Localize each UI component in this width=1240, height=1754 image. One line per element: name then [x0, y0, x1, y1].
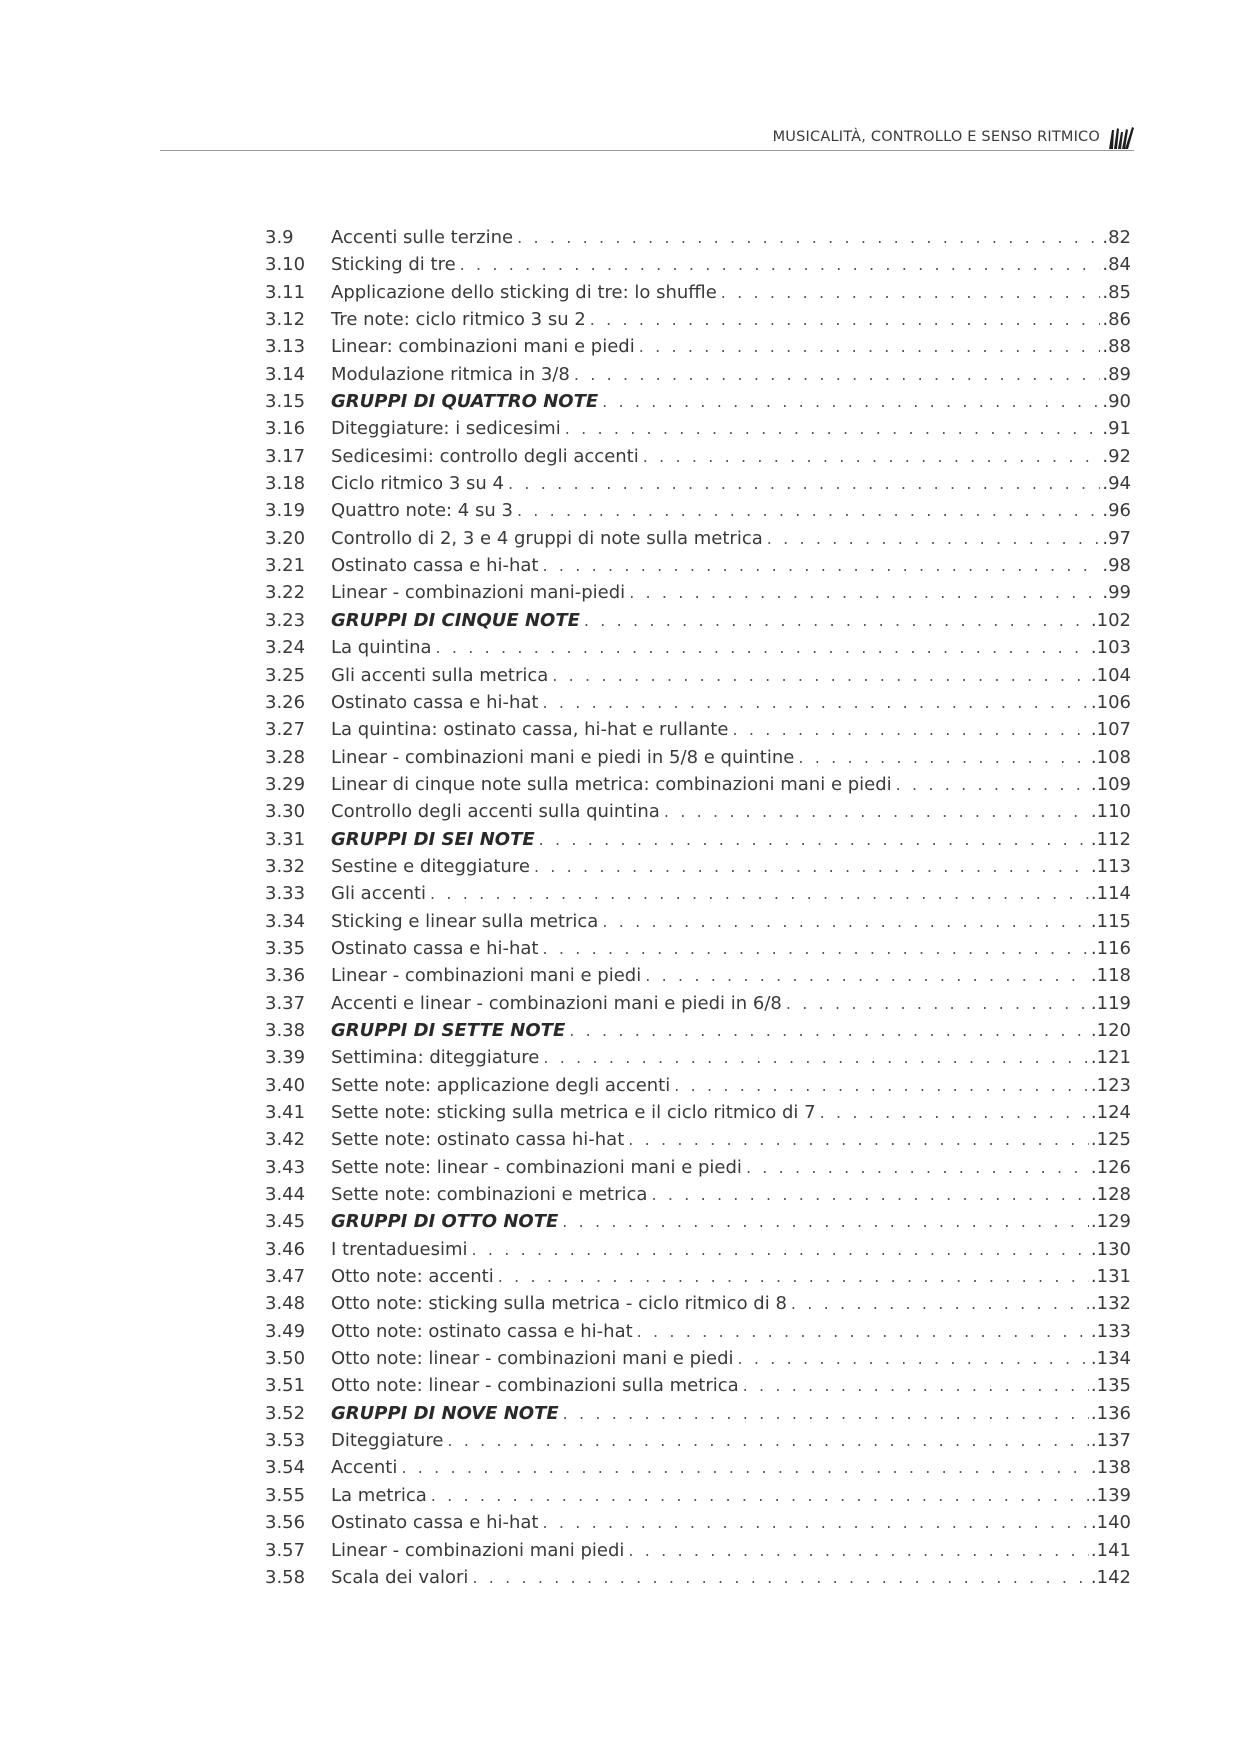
- toc-entry-title: Ostinato cassa e hi-hat: [331, 691, 539, 713]
- toc-entry-number: 3.40: [265, 1074, 306, 1096]
- toc-entry[interactable]: [265, 579, 1131, 606]
- toc-entry-page: .121: [1090, 1047, 1131, 1069]
- toc-entry[interactable]: [265, 744, 1131, 771]
- toc-entry-page: .128: [1090, 1184, 1131, 1206]
- toc-entry-page: .99: [1102, 582, 1131, 604]
- toc-entry-number: 3.50: [265, 1348, 306, 1370]
- dot-leader: [542, 689, 1088, 716]
- toc-entry-number: 3.18: [265, 473, 306, 495]
- dot-leader: [651, 1181, 1088, 1208]
- toc-entry-number: 3.52: [265, 1402, 306, 1424]
- toc-section-heading: GRUPPI DI CINQUE NOTE: [331, 609, 580, 631]
- toc-entry-page: .115: [1090, 910, 1131, 932]
- dot-leader: [639, 333, 1101, 360]
- toc-entry-title: Sette note: ostinato cassa hi-hat: [331, 1129, 625, 1151]
- toc-entry[interactable]: [265, 662, 1131, 689]
- toc-entry-number: 3.22: [265, 582, 306, 604]
- toc-entry-number: 3.28: [265, 746, 306, 768]
- toc-entry-title: Linear - combinazioni mani e piedi: [331, 965, 642, 987]
- toc-entry-page: .107: [1090, 719, 1131, 741]
- toc-entry-title: Diteggiature: i sedicesimi: [331, 418, 561, 440]
- toc-entry-number: 3.33: [265, 883, 306, 905]
- toc-entry-page: .91: [1102, 418, 1131, 440]
- dot-leader: [431, 1482, 1089, 1509]
- toc-entry-number: 3.26: [265, 691, 306, 713]
- toc-entry[interactable]: [265, 251, 1131, 278]
- toc-entry-number: 3.24: [265, 637, 306, 659]
- dot-leader: [637, 1318, 1089, 1345]
- toc-entry-page: .112: [1090, 828, 1131, 850]
- dot-leader: [472, 1564, 1088, 1591]
- dot-leader: [628, 1537, 1089, 1564]
- toc-entry-page: .129: [1090, 1211, 1131, 1233]
- toc-entry-number: 3.14: [265, 363, 306, 385]
- toc-entry-number: 3.35: [265, 937, 306, 959]
- dot-leader: [732, 716, 1088, 743]
- toc-entry-title: Tre note: ciclo ritmico 3 su 2: [331, 309, 586, 331]
- dot-leader: [563, 1400, 1089, 1427]
- toc-entry[interactable]: [265, 1099, 1131, 1126]
- toc-entry-title: Otto note: linear - combinazioni sulla metrica: [331, 1375, 739, 1397]
- toc-entry-number: 3.30: [265, 801, 306, 823]
- toc-entry-title: La quintina: ostinato cassa, hi-hat e rullante: [331, 719, 729, 741]
- toc-entry-number: 3.29: [265, 773, 306, 795]
- toc-entry-title: Accenti e linear - combinazioni mani e piedi in 6/8: [331, 992, 782, 1014]
- toc-entry-page: .136: [1090, 1402, 1131, 1424]
- toc-entry-number: 3.46: [265, 1238, 306, 1260]
- toc-entry-number: 3.10: [265, 254, 306, 276]
- toc-entry-page: .94: [1102, 473, 1131, 495]
- toc-entry-page: .85: [1102, 281, 1131, 303]
- toc-entry[interactable]: [265, 443, 1131, 470]
- toc-entry-title: Linear di cinque note sulla metrica: combinazioni mani e piedi: [331, 773, 892, 795]
- toc-entry-title: Controllo degli accenti sulla quintina: [331, 801, 660, 823]
- toc-entry-number: 3.43: [265, 1156, 306, 1178]
- toc-entry[interactable]: [265, 853, 1131, 880]
- dot-leader: [569, 1017, 1089, 1044]
- toc-entry[interactable]: [265, 1454, 1131, 1481]
- toc-entry-title: Sticking e linear sulla metrica: [331, 910, 599, 932]
- toc-entry-number: 3.41: [265, 1102, 306, 1123]
- dot-leader: [767, 525, 1101, 552]
- toc-entry-number: 3.58: [265, 1566, 306, 1588]
- toc-entry-number: 3.54: [265, 1457, 306, 1479]
- dot-leader: [498, 1263, 1089, 1290]
- dot-leader: [430, 880, 1089, 907]
- toc-entry-number: 3.13: [265, 336, 306, 358]
- toc-entry-number: 3.45: [265, 1211, 306, 1233]
- toc-entry-number: 3.47: [265, 1266, 306, 1288]
- toc-entry[interactable]: [265, 990, 1131, 1017]
- toc-entry-number: 3.15: [265, 391, 306, 413]
- toc-entry-page: .137: [1090, 1430, 1131, 1452]
- toc-section-heading: GRUPPI DI SETTE NOTE: [331, 1019, 566, 1041]
- toc-entry-title: Applicazione dello sticking di tre: lo shuffle: [331, 281, 717, 303]
- dot-leader: [664, 798, 1089, 825]
- table-of-contents: [265, 224, 1131, 1591]
- toc-entry-title: La metrica: [331, 1484, 427, 1506]
- toc-entry-page: .116: [1090, 937, 1131, 959]
- toc-entry-title: Gli accenti sulla metrica: [331, 664, 549, 686]
- dot-leader: [791, 1290, 1089, 1317]
- toc-entry[interactable]: [265, 388, 1131, 415]
- toc-entry-page: .98: [1102, 555, 1131, 577]
- dot-leader: [436, 634, 1089, 661]
- toc-entry-page: .140: [1090, 1512, 1131, 1534]
- toc-entry-page: .97: [1102, 527, 1131, 549]
- dot-leader: [472, 1236, 1089, 1263]
- toc-entry-number: 3.42: [265, 1129, 306, 1151]
- dot-leader: [628, 1126, 1089, 1153]
- dot-leader: [643, 443, 1101, 470]
- dot-leader: [542, 552, 1100, 579]
- toc-entry-number: 3.48: [265, 1293, 306, 1315]
- dot-leader: [602, 908, 1089, 935]
- toc-entry-title: Quattro note: 4 su 3: [331, 500, 513, 522]
- toc-entry-page: .139: [1090, 1484, 1131, 1506]
- toc-entry[interactable]: [265, 689, 1131, 716]
- toc-entry-title: Controllo di 2, 3 e 4 gruppi di note sulla metrica: [331, 527, 763, 549]
- running-header: [160, 126, 1134, 152]
- toc-entry[interactable]: [265, 415, 1131, 442]
- toc-entry[interactable]: [265, 1564, 1131, 1591]
- toc-entry-number: 3.16: [265, 418, 306, 440]
- dot-leader: [534, 853, 1089, 880]
- toc-entry[interactable]: [265, 1263, 1131, 1290]
- toc-entry-number: 3.49: [265, 1320, 306, 1342]
- toc-entry[interactable]: [265, 1400, 1131, 1427]
- toc-entry-page: .130: [1090, 1238, 1131, 1260]
- toc-entry[interactable]: [265, 306, 1131, 333]
- toc-entry[interactable]: [265, 634, 1131, 661]
- toc-entry-title: Sette note: sticking sulla metrica e il ciclo ritmico di 7: [331, 1102, 816, 1123]
- toc-entry-title: Gli accenti: [331, 883, 427, 905]
- toc-entry-number: 3.27: [265, 719, 306, 741]
- toc-entry-title: Ostinato cassa e hi-hat: [331, 555, 539, 577]
- toc-entry-number: 3.53: [265, 1430, 306, 1452]
- toc-entry-title: Otto note: sticking sulla metrica - ciclo ritmico di 8: [331, 1293, 787, 1315]
- toc-entry-page: .89: [1102, 363, 1131, 385]
- toc-entry-number: 3.32: [265, 855, 306, 877]
- dot-leader: [896, 771, 1089, 798]
- toc-entry[interactable]: [265, 1236, 1131, 1263]
- toc-entry-number: 3.57: [265, 1539, 306, 1561]
- toc-entry-title: Ostinato cassa e hi-hat: [331, 937, 539, 959]
- toc-entry[interactable]: [265, 279, 1131, 306]
- toc-entry-title: Otto note: accenti: [331, 1266, 494, 1288]
- toc-entry-title: Scala dei valori: [331, 1566, 469, 1588]
- toc-entry-number: 3.25: [265, 664, 306, 686]
- toc-entry-title: Sette note: linear - combinazioni mani e piedi: [331, 1156, 742, 1178]
- toc-entry[interactable]: [265, 1290, 1131, 1317]
- toc-entry[interactable]: [265, 1181, 1131, 1208]
- dot-leader: [542, 935, 1088, 962]
- toc-entry-page: .138: [1090, 1457, 1131, 1479]
- toc-entry-page: .92: [1102, 445, 1131, 467]
- toc-entry-page: .134: [1090, 1348, 1131, 1370]
- toc-entry[interactable]: [265, 771, 1131, 798]
- toc-entry[interactable]: [265, 361, 1131, 388]
- toc-entry-page: .124: [1090, 1102, 1131, 1123]
- toc-entry-page: .125: [1090, 1129, 1131, 1151]
- toc-entry-title: Sticking di tre: [331, 254, 456, 276]
- toc-entry-page: .110: [1090, 801, 1131, 823]
- toc-entry-page: .126: [1090, 1156, 1131, 1178]
- toc-entry-title: Sestine e diteggiature: [331, 855, 530, 877]
- toc-entry-number: 3.9: [265, 227, 294, 248]
- dot-leader: [590, 306, 1101, 333]
- toc-entry-title: Linear - combinazioni mani e piedi in 5/8 e quintine: [331, 746, 795, 768]
- toc-entry-title: Accenti: [331, 1457, 398, 1479]
- dot-leader: [517, 224, 1100, 251]
- toc-entry[interactable]: [265, 962, 1131, 989]
- toc-entry[interactable]: [265, 880, 1131, 907]
- toc-entry-number: 3.44: [265, 1184, 306, 1206]
- toc-entry[interactable]: [265, 798, 1131, 825]
- toc-entry-number: 3.37: [265, 992, 306, 1014]
- dot-leader: [539, 826, 1089, 853]
- dot-leader: [645, 962, 1089, 989]
- toc-entry[interactable]: [265, 1044, 1131, 1071]
- toc-entry-page: .104: [1090, 664, 1131, 686]
- toc-entry-number: 3.17: [265, 445, 306, 467]
- toc-entry[interactable]: [265, 470, 1131, 497]
- dot-leader: [460, 251, 1101, 278]
- toc-entry-page: .132: [1090, 1293, 1131, 1315]
- toc-entry[interactable]: [265, 1208, 1131, 1235]
- toc-entry[interactable]: [265, 607, 1131, 634]
- toc-entry-title: Linear - combinazioni mani piedi: [331, 1539, 625, 1561]
- toc-entry-title: Sedicesimi: controllo degli accenti: [331, 445, 639, 467]
- dot-leader: [562, 1208, 1089, 1235]
- toc-section-heading: GRUPPI DI OTTO NOTE: [331, 1211, 559, 1233]
- toc-entry-number: 3.55: [265, 1484, 306, 1506]
- dot-leader: [565, 415, 1101, 442]
- running-header-title: MUSICALITÀ, CONTROLLO E SENSO RITMICO: [772, 129, 1100, 145]
- toc-entry-title: Otto note: linear - combinazioni mani e piedi: [331, 1348, 734, 1370]
- toc-entry-number: 3.21: [265, 555, 306, 577]
- toc-entry-number: 3.12: [265, 309, 306, 331]
- header-divider: [160, 150, 1134, 151]
- toc-entry-number: 3.38: [265, 1019, 306, 1041]
- toc-entry-page: .90: [1102, 391, 1131, 413]
- toc-entry-title: Modulazione ritmica in 3/8: [331, 363, 570, 385]
- toc-entry-number: 3.23: [265, 609, 306, 631]
- toc-entry-number: 3.19: [265, 500, 306, 522]
- toc-entry[interactable]: [265, 908, 1131, 935]
- dot-leader: [602, 388, 1100, 415]
- dot-leader: [743, 1372, 1089, 1399]
- toc-entry-title: Sette note: applicazione degli accenti: [331, 1074, 671, 1096]
- toc-entry-page: .102: [1090, 609, 1131, 631]
- dot-leader: [517, 497, 1100, 524]
- dot-leader: [786, 990, 1089, 1017]
- toc-entry-page: .84: [1102, 254, 1131, 276]
- dot-leader: [401, 1454, 1089, 1481]
- toc-entry-page: .120: [1090, 1019, 1131, 1041]
- toc-entry-page: .142: [1090, 1566, 1131, 1588]
- toc-entry-page: .109: [1090, 773, 1131, 795]
- toc-entry-title: Otto note: ostinato cassa e hi-hat: [331, 1320, 633, 1342]
- toc-entry-title: I trentaduesimi: [331, 1238, 468, 1260]
- toc-entry-page: .82: [1102, 227, 1131, 248]
- dot-leader: [721, 279, 1101, 306]
- toc-entry[interactable]: [265, 935, 1131, 962]
- toc-entry-number: 3.34: [265, 910, 306, 932]
- dot-leader: [584, 607, 1089, 634]
- toc-entry-page: .135: [1090, 1375, 1131, 1397]
- toc-entry-number: 3.11: [265, 281, 306, 303]
- toc-entry-title: Ostinato cassa e hi-hat: [331, 1512, 539, 1534]
- dot-leader: [629, 579, 1100, 606]
- toc-entry[interactable]: [265, 497, 1131, 524]
- toc-entry[interactable]: [265, 1072, 1131, 1099]
- dot-leader: [798, 744, 1089, 771]
- dot-leader: [738, 1345, 1089, 1372]
- toc-entry[interactable]: [265, 1482, 1131, 1509]
- toc-entry-page: .108: [1090, 746, 1131, 768]
- toc-entry-title: Linear - combinazioni mani-piedi: [331, 582, 626, 604]
- dot-leader: [543, 1044, 1089, 1071]
- toc-entry-number: 3.31: [265, 828, 306, 850]
- toc-entry-number: 3.39: [265, 1047, 306, 1069]
- toc-entry-title: Diteggiature: [331, 1430, 444, 1452]
- toc-entry-title: Settimina: diteggiature: [331, 1047, 540, 1069]
- toc-section-heading: GRUPPI DI SEI NOTE: [331, 828, 535, 850]
- toc-entry[interactable]: [265, 525, 1131, 552]
- toc-entry-title: La quintina: [331, 637, 432, 659]
- toc-entry-number: 3.20: [265, 527, 306, 549]
- toc-entry-title: Sette note: combinazioni e metrica: [331, 1184, 648, 1206]
- toc-entry[interactable]: [265, 1537, 1131, 1564]
- toc-entry-number: 3.51: [265, 1375, 306, 1397]
- toc-entry-page: .118: [1090, 965, 1131, 987]
- toc-entry-page: .114: [1090, 883, 1131, 905]
- dot-leader: [447, 1427, 1089, 1454]
- toc-entry[interactable]: [265, 333, 1131, 360]
- toc-entry-page: .123: [1090, 1074, 1131, 1096]
- toc-entry[interactable]: [265, 826, 1131, 853]
- toc-section-heading: GRUPPI DI QUATTRO NOTE: [331, 391, 599, 413]
- toc-entry[interactable]: [265, 1154, 1131, 1181]
- dot-leader: [552, 662, 1089, 689]
- toc-entry-number: 3.56: [265, 1512, 306, 1534]
- toc-entry[interactable]: [265, 1372, 1131, 1399]
- toc-entry-number: 3.36: [265, 965, 306, 987]
- toc-entry-title: Linear: combinazioni mani e piedi: [331, 336, 635, 358]
- toc-entry-title: Ciclo ritmico 3 su 4: [331, 473, 504, 495]
- toc-entry-page: .131: [1090, 1266, 1131, 1288]
- toc-entry[interactable]: [265, 1509, 1131, 1536]
- toc-section-heading: GRUPPI DI NOVE NOTE: [331, 1402, 559, 1424]
- toc-entry-page: .103: [1090, 637, 1131, 659]
- dot-leader: [746, 1154, 1089, 1181]
- toc-entry-page: .119: [1090, 992, 1131, 1014]
- toc-entry[interactable]: [265, 552, 1131, 579]
- toc-entry-page: .133: [1090, 1320, 1131, 1342]
- toc-entry-page: .141: [1090, 1539, 1131, 1561]
- toc-entry[interactable]: [265, 224, 1131, 251]
- dot-leader: [542, 1509, 1088, 1536]
- toc-entry[interactable]: [265, 1017, 1131, 1044]
- dot-leader: [820, 1099, 1089, 1126]
- toc-entry[interactable]: [265, 1345, 1131, 1372]
- dot-leader: [574, 361, 1101, 388]
- toc-entry[interactable]: [265, 1126, 1131, 1153]
- toc-entry[interactable]: [265, 1318, 1131, 1345]
- brush-strokes-logo-icon: [1108, 126, 1134, 150]
- toc-entry-title: Accenti sulle terzine: [331, 227, 514, 248]
- toc-entry-page: .106: [1090, 691, 1131, 713]
- toc-entry[interactable]: [265, 1427, 1131, 1454]
- dot-leader: [674, 1072, 1089, 1099]
- toc-entry-page: .96: [1102, 500, 1131, 522]
- dot-leader: [508, 470, 1100, 497]
- toc-entry-page: .86: [1102, 309, 1131, 331]
- toc-entry[interactable]: [265, 716, 1131, 743]
- toc-entry-page: .113: [1090, 855, 1131, 877]
- toc-entry-page: .88: [1102, 336, 1131, 358]
